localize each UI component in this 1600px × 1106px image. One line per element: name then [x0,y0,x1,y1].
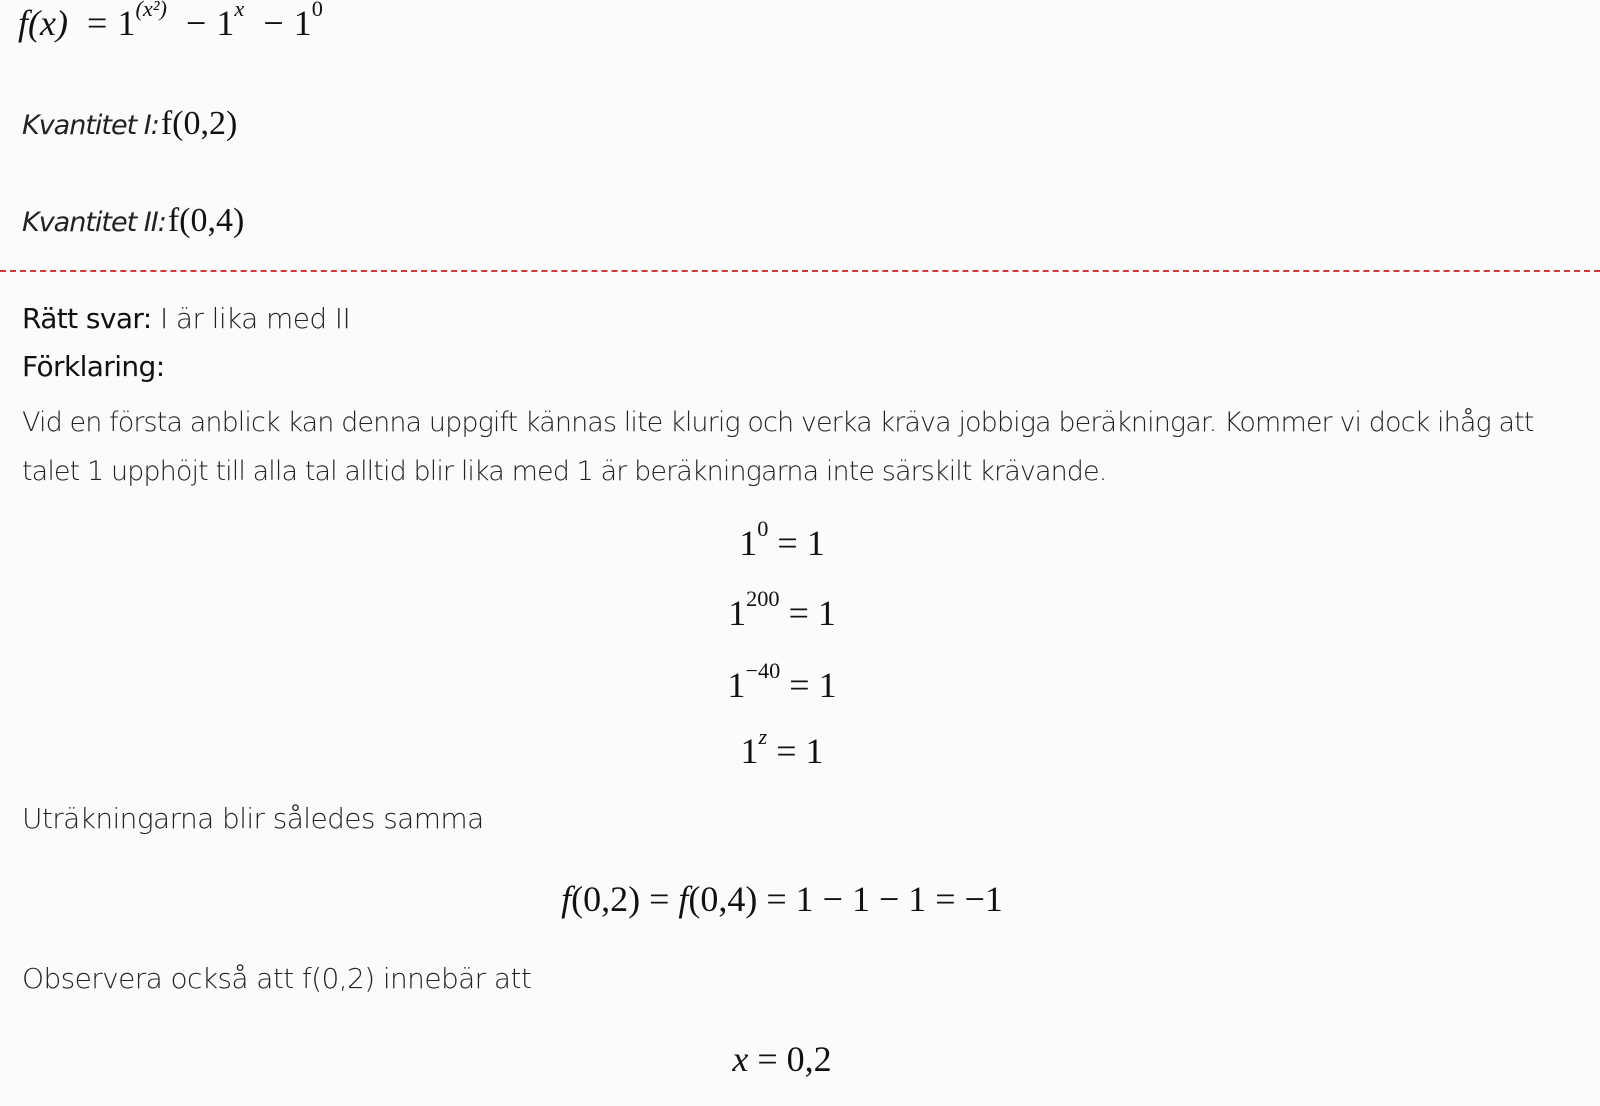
correct-answer [22,302,350,335]
quantity-one [22,105,237,143]
example-equation-4: 1$^z$ = 1 [740,724,824,771]
function-definition: $f(x) = 1^{(x^2)} - 1^x - 1^0$ [18,0,323,43]
note-text: Observera också att f(0,2) innebär att [22,962,532,995]
quantity-two-label: Kvantitet II: [22,207,166,238]
dashed-divider [0,270,1600,272]
quantity-two-expression: f(0,4) [167,202,245,239]
answer-value: I är lika med II [159,302,351,335]
example-equation-2: $1^{200} = 1$ [728,586,836,633]
explanation-paragraph: Vid en första anblick kan denna uppgift kännas lite klurig och verka kräva jobbiga beräkningar. Kommer vi dock ihåg att talet 1 upphöjt till alla tal alltid blir lika med 1 är beräkningarna inte särskilt krävande. [22,407,1534,487]
example-equation-1: $1^0 = 1$ [739,516,825,563]
quantity-one-label: Kvantitet I: [22,110,159,141]
explanation-heading: Förklaring: [22,350,165,383]
quantity-two [22,202,244,240]
calculation-equation: f(0,2) = f(0,4) = 1 − 1 − 1 = −1 [561,879,1003,919]
final-equation: x = 0,2 [732,1039,832,1079]
calculation-intro: Uträkningarna blir således samma [22,802,484,835]
quantity-one-expression: f(0,2) [160,105,238,142]
example-equation-3: $1^{-40} = 1$ [727,658,837,705]
answer-label: Rätt svar: [22,302,152,335]
func-lhs: f(x) [18,3,68,43]
